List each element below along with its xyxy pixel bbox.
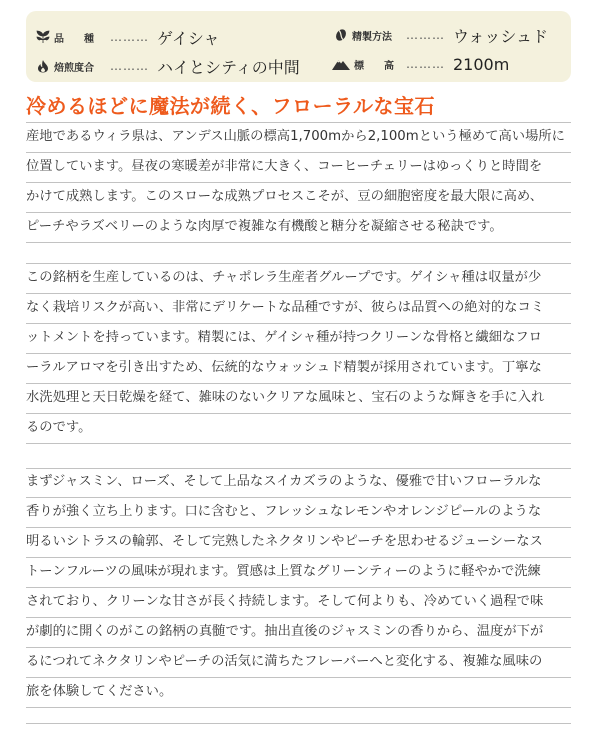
text-line: ーラルアロマを引き出すため、伝統的なウォッシュド精製が採用されています。丁寧な (26, 354, 571, 384)
text-line: かけて成熟します。このスローな成熟プロセスこそが、豆の細胞密度を最大限に高め、 (26, 183, 571, 213)
spec-altitude (332, 52, 509, 76)
spec-label: 品 種 (54, 33, 94, 45)
dot-leader: ……… (406, 57, 445, 71)
spec-value: 2100m (453, 54, 510, 74)
leaf-emblem-icon (36, 30, 50, 44)
text-line: この銘柄を生産しているのは、チャポレラ生産者グループです。ゲイシャ種は収量が少 (26, 264, 571, 294)
spec-value: ハイとシティの中間 (157, 57, 300, 77)
text-line: なく栽培リスクが高い、非常にデリケートな品種ですが、彼らは品質への絶対的なコミ (26, 294, 571, 324)
spec-roast (36, 54, 300, 78)
text-line: 旅を体験してください。 (26, 678, 571, 708)
text-line: ットメントを持っています。精製には、ゲイシャ種が持つクリーンな骨格と繊細なフロ (26, 324, 571, 354)
divider (26, 723, 571, 724)
spec-value: ゲイシャ (157, 28, 220, 48)
spec-label: 焙煎度合 (54, 62, 94, 74)
spec-label: 精製方法 (352, 31, 392, 43)
dot-leader: ……… (110, 59, 149, 73)
text-line: が劇的に開くのがこの銘柄の真髄です。抽出直後のジャスミンの香りから、温度が下が (26, 618, 571, 648)
dot-leader: ……… (110, 30, 149, 44)
spec-label: 標 高 (354, 60, 394, 72)
paragraph-flavor (26, 468, 571, 708)
spec-value: ウォッシュド (453, 26, 549, 46)
text-line: 水洗処理と天日乾燥を経て、雑味のないクリアな風味と、宝石のような輝きを手に入れ (26, 384, 571, 414)
text-line: 位置しています。昼夜の寒暖差が非常に大きく、コーヒーチェリーはゆっくりと時間を (26, 153, 571, 183)
mountain-icon (332, 57, 350, 71)
spec-process (334, 23, 548, 47)
headline: 冷めるほどに魔法が続く、フローラルな宝石 (26, 94, 435, 118)
paragraph-producer (26, 264, 571, 444)
spec-variety (36, 25, 220, 49)
text-line: 香りが強く立ち上ります。口に含むと、フレッシュなレモンやオレンジピールのような (26, 498, 571, 528)
text-line: まずジャスミン、ローズ、そして上品なスイカズラのような、優雅で甘いフローラルな (26, 468, 571, 498)
coffee-bean-icon (334, 28, 348, 42)
text-line: るのです。 (26, 414, 571, 444)
text-line: ピーチやラズベリーのような肉厚で複雑な有機酸と糖分を凝縮させる秘訣です。 (26, 213, 571, 243)
text-line: 産地であるウィラ県は、アンデス山脈の標高1,700mから2,100mという極めて高い場所に (26, 123, 571, 153)
text-line: 明るいシトラスの輪郭、そして完熟したネクタリンやピーチを思わせるジューシーなス (26, 528, 571, 558)
text-line: トーンフルーツの風味が現れます。質感は上質なグリーンティーのように軽やかで洗練 (26, 558, 571, 588)
dot-leader: ……… (406, 28, 445, 42)
flame-icon (36, 59, 50, 73)
text-line: るにつれてネクタリンやピーチの活気に満ちたフレーバーへと変化する、複雑な風味の (26, 648, 571, 678)
text-line: されており、クリーンな甘さが長く持続します。そして何よりも、冷めていく過程で味 (26, 588, 571, 618)
spec-panel (26, 11, 571, 82)
paragraph-origin (26, 123, 571, 243)
